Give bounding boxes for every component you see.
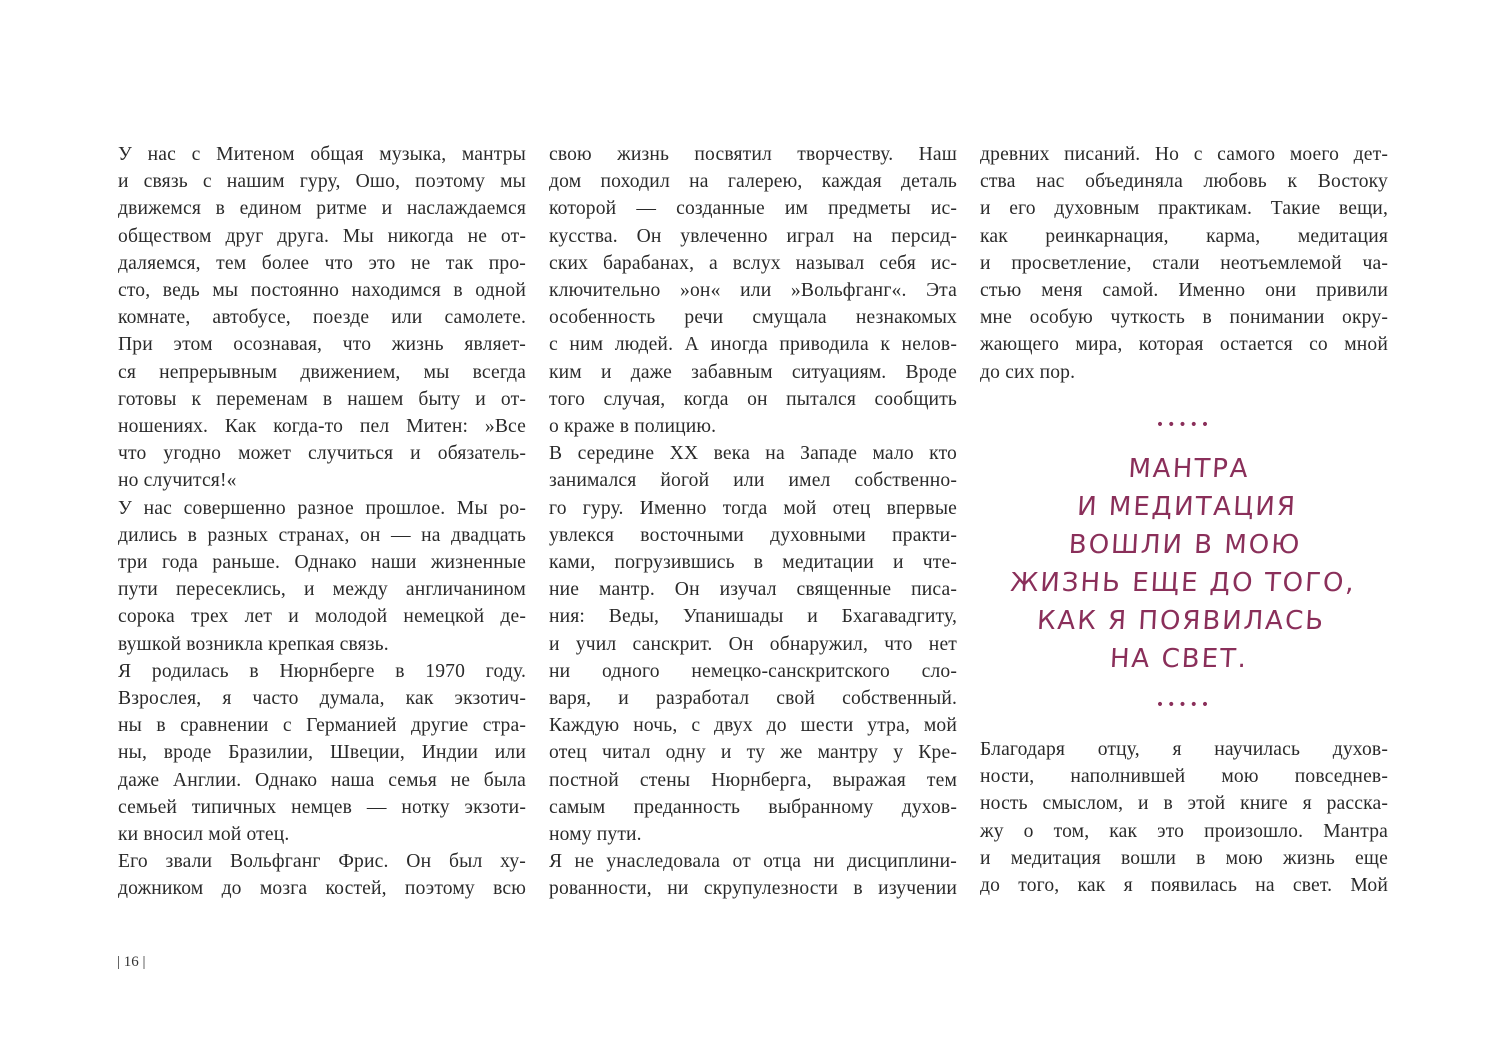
text-line: ние мантр. Он изучал священные писа- (549, 579, 957, 601)
text-line: ному пути. (549, 824, 642, 846)
text-line: готовы к переменам в нашем быту и от- (118, 388, 526, 410)
text-line: занимался йогой или имел собственно- (549, 470, 957, 492)
text-line: но случится!« (118, 470, 237, 492)
text-line: как реинкарнация, карма, медитация (980, 225, 1388, 247)
quote-line: И МЕДИТАЦИЯ (1076, 492, 1298, 522)
text-line: семьей типичных немцев — нотку экзоти- (118, 796, 526, 818)
text-line: мне особую чуткость в понимании окру- (980, 307, 1388, 329)
text-line: ким и даже забавным ситуациям. Вроде (549, 361, 957, 383)
text-line: кусства. Он увлеченно играл на персид- (549, 225, 957, 247)
text-line: При этом осознавая, что жизнь являет- (118, 334, 526, 356)
quote-line: ЖИЗНЬ ЕЩЕ ДО ТОГО, (1009, 568, 1357, 598)
text-line: обществом друг друга. Мы никогда не от- (118, 225, 526, 247)
text-line: постной стены Нюрнберга, выражая тем (549, 769, 957, 791)
text-line: Взрослея, я часто думала, как экзотич- (118, 688, 526, 710)
text-line: го гуру. Именно тогда мой отец впервые (549, 497, 957, 519)
text-line: жу о том, как это произошло. Мантра (980, 820, 1388, 842)
quote-dots-bottom: ••••• (1155, 697, 1213, 713)
text-line: Его звали Вольфганг Фрис. Он был ху- (118, 851, 526, 873)
text-line: дом походил на галерею, каждая деталь (549, 171, 957, 193)
pull-quote (980, 418, 1388, 712)
text-line: свою жизнь посвятил творчеству. Наш (549, 144, 957, 165)
text-line: ния: Веды, Упанишады и Бхагавадгиту, (549, 606, 957, 628)
text-line: варя, и разработал свой собственный. (549, 688, 957, 710)
text-line: ношениях. Как когда-то пел Митен: »Все (118, 416, 526, 438)
text-line: сто, ведь мы постоянно находимся в одной (118, 280, 526, 302)
text-line: сорока трех лет и молодой немецкой де- (118, 606, 526, 628)
text-column-1 (118, 141, 526, 903)
text-line: ны, вроде Бразилии, Швеции, Индии или (118, 742, 526, 764)
quote-line: КАК Я ПОЯВИЛАСЬ (1036, 606, 1326, 636)
text-line: ки вносил мой отец. (118, 824, 290, 846)
text-line: о краже в полицию. (549, 416, 717, 438)
text-line: три года раньше. Однако наши жизненные (118, 552, 526, 574)
quote-line: ВОШЛИ В МОЮ (1067, 530, 1303, 560)
quote-line: МАНТРА (1127, 454, 1251, 484)
quote-line: НА СВЕТ. (1109, 644, 1249, 674)
text-line: ками, погрузившись в медитации и чте- (549, 552, 957, 574)
text-line: самым преданность выбранному духов- (549, 796, 957, 818)
text-line: жающего мира, которая остается со мной (980, 334, 1388, 356)
text-line: стью меня самой. Именно они привили (980, 280, 1388, 302)
text-line: и его духовным практикам. Такие вещи, (980, 198, 1388, 220)
text-line: движемся в едином ритме и наслаждаемся (118, 198, 526, 220)
text-line: и учил санскрит. Он обнаружил, что нет (549, 633, 957, 655)
text-line: пути пересеклись, и между англичанином (118, 579, 526, 601)
quote-text (974, 450, 1394, 678)
text-line: того случая, когда он пытался сообщить (549, 388, 957, 410)
text-line: Я родилась в Нюрнберге в 1970 году. (118, 660, 526, 682)
text-column-2 (549, 141, 957, 903)
text-line: ся непрерывным движением, мы всегда (118, 361, 526, 383)
text-line: ских барабанах, а вслух называл себя ис- (549, 252, 957, 274)
text-line: до сих пор. (980, 361, 1076, 383)
text-line: ни одного немецко-санскритского сло- (549, 660, 957, 682)
text-line: древних писаний. Но с самого моего дет- (980, 144, 1388, 165)
text-line: дожником до мозга костей, поэтому всю (118, 878, 526, 900)
text-line: ности, наполнившей мою повседнев- (980, 766, 1388, 788)
text-line: даляемся, тем более что это не так про- (118, 252, 526, 274)
text-column-3 (980, 141, 1388, 386)
text-line: вушкой возникла крепкая связь. (118, 633, 389, 655)
text-line: и просветление, стали неотъемлемой ча- (980, 252, 1388, 274)
text-line: У нас с Митеном общая музыка, мантры (118, 144, 526, 165)
text-line: и связь с нашим гуру, Ошо, поэтому мы (118, 171, 526, 193)
text-line: рованности, ни скрупулезности в изучении (549, 878, 957, 900)
text-line: которой — созданные им предметы ис- (549, 198, 957, 220)
text-line: и медитация вошли в мою жизнь еще (980, 847, 1388, 869)
text-line: Я не унаследовала от отца ни дисциплини- (549, 851, 957, 873)
text-line: особенность речи смущала незнакомых (549, 307, 957, 329)
text-column-3-continued (980, 736, 1388, 899)
text-line: Каждую ночь, с двух до шести утра, мой (549, 715, 957, 737)
text-line: В середине XX века на Западе мало кто (549, 443, 957, 465)
text-line: ства нас объединяла любовь к Востоку (980, 171, 1388, 193)
text-line: дились в разных странах, он — на двадцать (118, 524, 526, 546)
text-line: ключительно »он« или »Вольфганг«. Эта (549, 280, 957, 302)
text-line: увлекся восточными духовными практи- (549, 524, 957, 546)
text-line: У нас совершенно разное прошлое. Мы ро- (118, 497, 526, 519)
text-line: отец читал одну и ту же мантру у Кре- (549, 742, 957, 764)
text-line: комнате, автобусе, поезде или самолете. (118, 307, 526, 329)
text-line: что угодно может случиться и обязатель- (118, 443, 526, 465)
quote-dots-top: ••••• (1155, 417, 1213, 433)
page-number: | 16 | (117, 954, 146, 970)
text-line: ны в сравнении с Германией другие стра- (118, 715, 526, 737)
text-line: до того, как я появилась на свет. Мой (980, 875, 1388, 897)
text-line: с ним людей. А иногда приводила к нелов- (549, 334, 957, 356)
text-line: ность смыслом, и в этой книге я расска- (980, 793, 1388, 815)
text-line: Благодаря отцу, я научилась духов- (980, 739, 1388, 760)
text-line: даже Англии. Однако наша семья не была (118, 769, 526, 791)
